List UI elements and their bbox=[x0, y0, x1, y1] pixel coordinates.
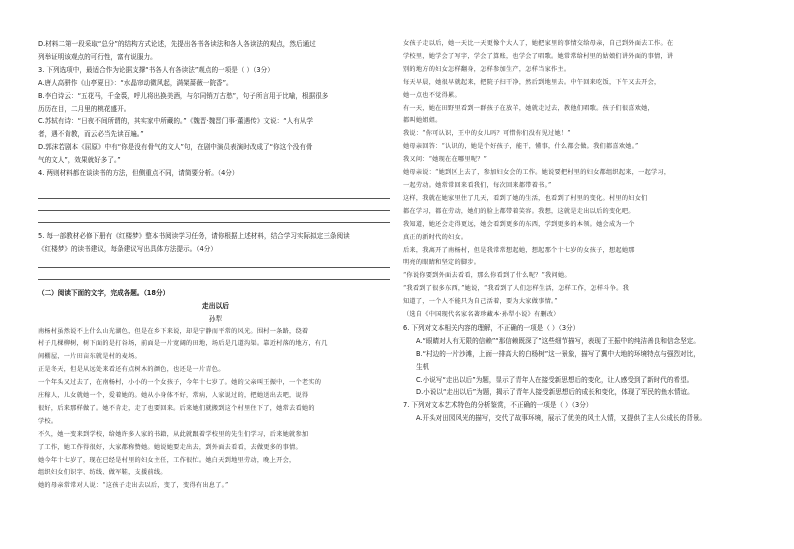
story-line: 学校里，她学会了写字，学会了算账，也学会了唱歌。她常常给村里的姑娘们讲外面的事情，讲 bbox=[403, 52, 674, 60]
option-line: D.小说以“走出以后”为题，揭示了青年人接受新思想后的成长和变化，体现了军民的鱼水情谊。 bbox=[416, 388, 694, 397]
story-line: 我说：“你可认识，王中的女儿吗？可惜你们没有见过她！” bbox=[403, 130, 571, 138]
story-text-right bbox=[403, 38, 758, 322]
question-line: 气的文人”，效果就好多了。” bbox=[38, 156, 121, 165]
story-line: 她一点也不觉得累。 bbox=[403, 91, 461, 99]
question-line: A.唐人高骈作《山亭夏日》：“水晶帘动微风起，满架蔷薇一院香”。 bbox=[38, 78, 233, 87]
story-line: 不久，她一变来到学校，给她许多人家的书籍，从此就跟着学校里的先生们学习，后来她就参加 bbox=[38, 430, 309, 438]
story-line: （选自《中国现代名家名著珍藏本·孙犁小说》有删改） bbox=[403, 311, 560, 319]
question-line: 5. 每一部教材必修下册有《红楼梦》整本书阅读学习任务，请你根据上述材料，结合学习实际拟定三条阅读 bbox=[38, 231, 350, 240]
option-line: 生机 bbox=[416, 362, 430, 371]
story-line: 南杨村虽然说不上什么山光湖色，但是在乡下来说，却是宁静而平常的风光。围村一条路，绕着 bbox=[38, 327, 309, 335]
story-line: 正是冬天，但是从远处来看还有点树木的颜色，也还是一片青色。 bbox=[38, 366, 225, 374]
question-line: 列举证明该观点的可行性，富有说服力。 bbox=[38, 52, 157, 61]
story-line: 很好，后来那样做了。她不肯走，走了也要回来。后来她们就搬到这个村里住下了，她常去看她的 bbox=[38, 404, 315, 412]
story-line: 女孩子走以后，她一天比一天更像个大人了，她把家里的事情交给母亲，自己到外面去工作。在 bbox=[403, 40, 674, 47]
right-column bbox=[403, 38, 758, 425]
story-line: 一个年头又过去了，在南杨村，小小的一个女孩子，今年十七岁了。她的父亲叫王振中，一个老实的 bbox=[38, 379, 322, 387]
story-line: 村子几棵柳树，树下面的是打谷场，前面是一片宽阔的田地，场后是几道沟渠。靠近村落的地方，有几 bbox=[38, 340, 328, 348]
story-line: 知道了，一个人不能只为自己活着，要为大家做事情。” bbox=[403, 298, 558, 306]
story-title: 走出以后 bbox=[201, 301, 230, 310]
question-line: D.郭沫若剧本《屈原》中有“你是没有骨气的文人”句，在剧中演员表演时改成了“你这个没有骨 bbox=[38, 143, 313, 152]
story-line: 庄稼人，儿女就她一个，爱着她的。她从小身体不好，常病，人家说过的，把她送出去吧，说得 bbox=[38, 392, 309, 400]
story-line: 每天早晨，她很早就起来，把院子扫干净，然后到地里去。中午回来吃饭，下午又去开会， bbox=[403, 78, 661, 86]
section-heading: （二）阅读下面的文字，完成各题。（18分） bbox=[38, 288, 170, 297]
question-7-options bbox=[403, 412, 758, 425]
answer-line bbox=[38, 199, 390, 211]
story-line: 明亮的眼睛和坚定的脚步。 bbox=[403, 259, 481, 267]
story-line: 她母亲说：“她到区上去了，参加妇女会的工作。她说要把村里的妇女都组织起来，一起学习， bbox=[403, 169, 671, 177]
option-line: C.小说写“走出以后”为题，显示了青年人在接受新思想后的变化，让人感受到了新时代的希望。 bbox=[416, 375, 694, 384]
story-line: 她今年十七岁了，现在已经是村里的妇女主任，工作很忙。她白天到地里劳动，晚上开会， bbox=[38, 456, 296, 464]
story-line: 她母亲回答：“认识的，她是个好孩子，能干，懂事，什么都会做。我们都喜欢她。” bbox=[403, 143, 639, 151]
story-line: 我知道，她还会走得更远，她会看到更多的东西，学到更多的本领。她会成为一个 bbox=[403, 220, 635, 228]
story-line: “我看到了很多东西，”她说，“我看到了人们怎样生活，怎样工作，怎样斗争。我 bbox=[403, 285, 630, 293]
question-line: 《红楼梦》的读书建议，每条建议写出具体方法提示。（4分） bbox=[38, 244, 217, 253]
story-line: 学校。 bbox=[38, 417, 58, 425]
question-line: 4. 两则材料都在谈读书的方法，但侧重点不同，请简要分析。（4分） bbox=[38, 169, 239, 178]
story-line: 了工作，她工作得很好，大家都称赞她。她说她要走出去，到外面去看看，去做更多的事情。 bbox=[38, 443, 302, 451]
answer-line bbox=[38, 211, 390, 223]
answer-line bbox=[38, 256, 390, 268]
question-6-head: 6. 下列对文本相关内容的理解，不正确的一项是（ ）（3分） bbox=[403, 323, 580, 332]
story-line: 后来，我离开了南杨村，但是我常常想起她，想起那个十七岁的女孩子，想起她那 bbox=[403, 246, 635, 254]
question-line: 3. 下列选项中，最适合作为论据支撑“书各人有各读法”观点的一项是（ ）（3分） bbox=[38, 65, 274, 74]
left-column bbox=[38, 38, 393, 493]
story-text-left bbox=[38, 326, 393, 494]
story-author: 孙犁 bbox=[208, 314, 223, 323]
story-line: 她的母亲常常对人说：“这孩子走出去以后，变了，变得有出息了。” bbox=[38, 482, 229, 490]
story-line: “你说你要到外面去看看，那么你看到了什么呢？”我问她。 bbox=[403, 272, 571, 280]
story-line: 有一天，她在田野里看到一群孩子在放羊，她就走过去，教他们唱歌。孩子们很喜欢她， bbox=[403, 104, 655, 112]
option-line: A.开头对田园风光的描写，交代了故事环境，展示了优美的风土人情，又提供了主人公成长的背景。 bbox=[416, 414, 707, 423]
story-line: 这样，我就在她家里住了几天，看到了她的生活，也看到了村里的变化。村里的妇女们 bbox=[403, 194, 648, 202]
question-5 bbox=[38, 230, 393, 256]
question-block-1 bbox=[38, 38, 393, 180]
question-line: 历历在目，二月里的桃花盛开。 bbox=[38, 104, 131, 113]
question-6-options bbox=[403, 335, 758, 400]
story-line: 间棚屋，一片田亩东就是村的麦场。 bbox=[38, 353, 141, 361]
story-line: 我又问：“她现在在哪里呢？” bbox=[403, 156, 488, 164]
story-line: 别的地方的妇女怎样翻身，怎样参加生产，怎样当家作主。 bbox=[403, 65, 571, 73]
answer-line bbox=[38, 268, 390, 280]
option-line: A.“眼睛对人有无限的信赖”“那信赖既深了”这些细节描写，表现了王振中的纯洁善良和信念坚定。 bbox=[416, 336, 700, 345]
story-line: 真正的新时代的妇女。 bbox=[403, 233, 468, 241]
answer-line bbox=[38, 187, 390, 199]
story-line: 都叫她姐姐。 bbox=[403, 117, 442, 125]
story-line: 组织妇女们识字、纺线、做军鞋，支援前线。 bbox=[38, 469, 167, 477]
option-line: B.“村边的一片沙滩，上面一排高大的白杨树”这一景象，描写了冀中大地的环境特点与强烈对比， bbox=[416, 349, 700, 358]
question-line: C.苏轼有诗：“日夜不间所谓的，其实家中所藏的。”《魏晋·魏晋门事·董遇传》文说：“人有从学 bbox=[38, 117, 313, 126]
story-line: 一起劳动。她常常回来看我们，每次回来都带着书。” bbox=[403, 181, 552, 189]
question-line: D.材料二第一段采取“总分”的结构方式论述，先提出各书各读法和各人各读法的观点，然后通过 bbox=[38, 40, 316, 48]
question-line: B.李白诗云：“五花马，千金裘，呼儿将出换美酒，与尔同销万古愁”，句子所言用于比喻，根据很多 bbox=[38, 91, 329, 100]
question-line: 者，遇不肯教，而云必当先读百遍。” bbox=[38, 130, 144, 139]
question-7-head: 7. 下列对文本艺术特色的分析鉴赏，不正确的一项是（ ）（3分） bbox=[403, 401, 593, 410]
story-line: 都在学习，都在劳动，她们的脸上都带着笑容。我想，这就是走出以后的变化吧。 bbox=[403, 207, 635, 215]
